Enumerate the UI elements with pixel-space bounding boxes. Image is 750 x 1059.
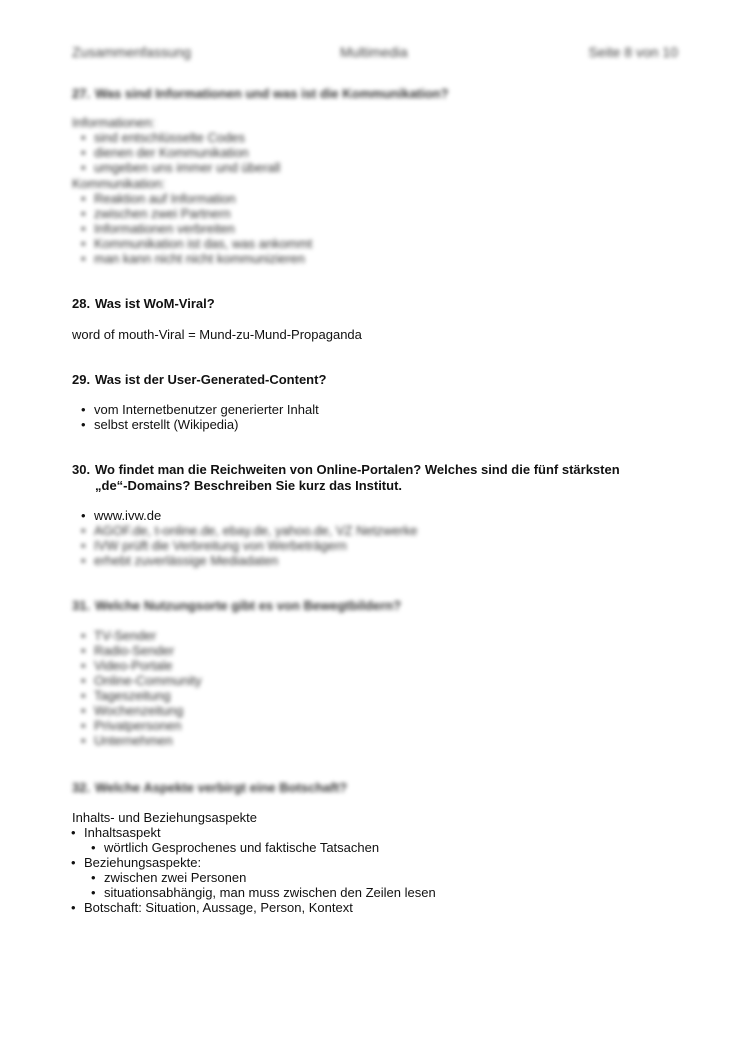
question-32-title — [72, 780, 347, 796]
list-item: • erhebt zuverlässige Mediadaten — [94, 553, 418, 568]
question-27-title — [72, 86, 448, 102]
list-item-beziehungsaspekte — [84, 855, 436, 900]
question-text: Welche Aspekte verbirgt eine Botschaft? — [95, 780, 348, 795]
list-item: • selbst erstellt (Wikipedia) — [94, 417, 319, 432]
question-31-title — [72, 598, 401, 614]
list-item: • IVW prüft die Verbreitung von Werbeträgern — [94, 538, 418, 553]
question-number: 30. — [72, 462, 91, 477]
question-number: 31. — [72, 598, 91, 613]
list-item: • situationsabhängig, man muss zwischen den Zeilen lesen — [104, 885, 436, 900]
page-header — [72, 44, 678, 64]
question-number: 27. — [72, 86, 91, 101]
question-number: 28. — [72, 296, 91, 311]
list-item-inhaltsaspekt — [84, 825, 436, 855]
list-item: • vom Internetbenutzer generierter Inhalt — [94, 402, 319, 417]
list-item: • Radio-Sender — [94, 643, 202, 658]
list-item: • TV-Sender — [94, 628, 202, 643]
list-item: • Online-Community — [94, 673, 202, 688]
sub-list — [84, 870, 436, 900]
question-29-list — [94, 402, 319, 432]
question-text-line2: „de“-Domains? Beschreiben Sie kurz das Institut. — [95, 478, 403, 493]
list-item: • Kommunikation ist das, was ankommt — [94, 236, 312, 251]
header-right: Seite 8 von 10 — [588, 44, 678, 60]
question-number: 32. — [72, 780, 91, 795]
question-32-intro: Inhalts- und Beziehungsaspekte — [72, 810, 258, 825]
komm-list — [94, 191, 312, 266]
list-item: • Informationen verbreiten — [94, 221, 312, 236]
list-item: • sind entschlüsselte Codes — [94, 130, 280, 145]
info-list — [94, 130, 280, 175]
question-30-title — [72, 462, 620, 494]
komm-label: Kommunikation: — [72, 176, 166, 191]
question-29-title — [72, 372, 326, 388]
question-28-title — [72, 296, 215, 312]
list-item: • zwischen zwei Partnern — [94, 206, 312, 221]
list-item: • Unternehmen — [94, 733, 202, 748]
question-30-list — [94, 508, 418, 568]
question-text: Was ist WoM-Viral? — [95, 296, 215, 311]
list-item: • www.ivw.de — [94, 508, 418, 523]
list-item: • wörtlich Gesprochenes und faktische Tatsachen — [104, 840, 436, 855]
list-item: • umgeben uns immer und überall — [94, 160, 280, 175]
question-32-list — [84, 825, 436, 915]
question-31-list — [94, 628, 202, 748]
sub-list — [84, 840, 436, 855]
list-item: • man kann nicht nicht kommunizieren — [94, 251, 312, 266]
list-item: • Video-Portale — [94, 658, 202, 673]
header-center: Multimedia — [340, 44, 408, 60]
list-item: • Privatpersonen — [94, 718, 202, 733]
list-item: • zwischen zwei Personen — [104, 870, 436, 885]
list-item: • Reaktion auf Information — [94, 191, 312, 206]
list-item: • dienen der Kommunikation — [94, 145, 280, 160]
header-left: Zusammenfassung — [72, 44, 192, 60]
question-28-answer: word of mouth-Viral = Mund-zu-Mund-Propaganda — [72, 327, 362, 342]
question-text: Welche Nutzungsorte gibt es von Bewegtbildern? — [95, 598, 402, 613]
question-text: Was sind Informationen und was ist die Kommunikation? — [95, 86, 449, 101]
list-item-label: Inhaltsaspekt — [84, 825, 161, 840]
list-item: • Tageszeitung — [94, 688, 202, 703]
question-number: 29. — [72, 372, 91, 387]
question-text-line1: Wo findet man die Reichweiten von Online-Portalen? Welches sind die fünf stärksten — [95, 462, 620, 477]
question-text: Was ist der User-Generated-Content? — [95, 372, 327, 387]
list-item-label: Beziehungsaspekte: — [84, 855, 202, 870]
list-item-botschaft: • Botschaft: Situation, Aussage, Person, Kontext — [84, 900, 436, 915]
list-item: • AGOF.de, t-online.de, ebay.de, yahoo.de, VZ Netzwerke — [94, 523, 418, 538]
info-label: Informationen: — [72, 115, 156, 130]
list-item: • Wochenzeitung — [94, 703, 202, 718]
